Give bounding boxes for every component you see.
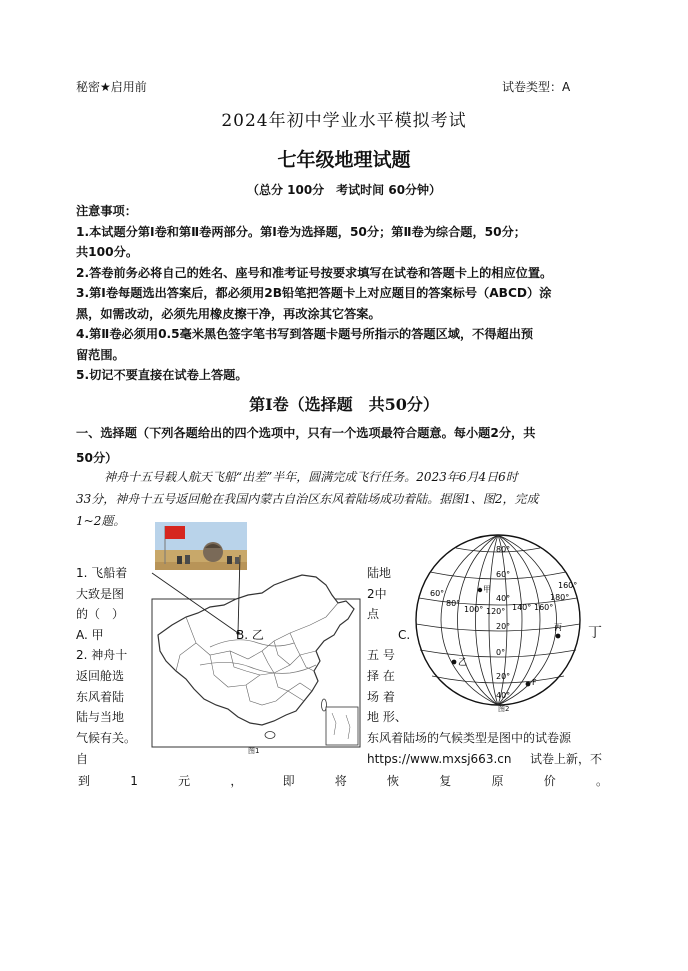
intro-line: 1~2题。 [76,514,126,528]
fig1-caption: 图1 [248,747,260,755]
exam-subject: 七年级地理试题 [277,149,411,171]
note-line: 3.第Ⅰ卷每题选出答案后，都必须用2B铅笔把答题卡上对应题目的答案标号（ABCD）涂 [76,286,552,300]
q2-text: 东风着陆 [76,690,125,704]
lat-label: 80° [496,545,511,554]
point-label-bing: 丙 [554,623,562,632]
lon-label: 180° [550,593,570,602]
q1-text: 陆地 [367,566,392,580]
lat-label: 40° [496,691,511,700]
note-line: 4.第Ⅱ卷必须用0.5毫米黑色签字笔书写到答题卡题号所指示的答题区域，不得超出预 [76,327,534,341]
lon-label: 120° [486,607,506,616]
lon-label: 60° [430,589,445,598]
q2-text: 场 着 [367,690,395,704]
globe-figure [410,530,586,720]
q1-option-a: A. 甲 [76,628,104,642]
note-line: 2.答卷前务必将自己的姓名、座号和准考证号按要求填写在试卷和答题卡上的相应位置。 [76,265,553,280]
notes-block [76,201,636,386]
q2-text: 五 号 [367,648,395,662]
lon-label: 160° [534,603,554,612]
exam-meta: （总分 100分 考试时间 60分钟） [246,183,442,197]
section-instruction-cont: 50分） [76,451,118,465]
note-line: 5.切记不要直接在试卷上答题。 [76,368,248,382]
section-instruction: 一、选择题（下列各题给出的四个选项中，只有一个选项最符合题意。每小题2分，共 [76,426,536,440]
confidential-mark: 秘密★启用前 [76,80,147,94]
point-label-yi: 乙 [458,658,468,668]
q2-text: 自 [76,752,89,766]
lon-label: 100° [464,605,484,614]
lat-label: 0° [496,648,506,657]
lon-label: 80° [446,599,461,608]
lat-label: 20° [496,672,511,681]
note-line: 共100分。 [76,245,139,259]
point-yi [452,660,457,665]
lon-label: 160° [558,581,578,590]
q1-text: 点 [367,607,380,621]
notes-heading: 注意事项： [76,204,137,218]
intro-line: 33分，神舟十五号返回舱在我国内蒙古自治区东风着陆场成功着陆。据图1、图2，完成 [76,492,539,506]
watermark-url: https://www.mxsj663.cn [367,752,512,766]
note-line: 黑，如需改动，必须先用橡皮擦干净，再改涂其它答案。 [76,306,381,321]
q1-option-c: C. [398,628,411,642]
china-map-figure [150,555,362,755]
q1-text: 大致是图 [76,587,125,601]
intro-line: 神舟十五号载人航天飞船“出差”半年，圆满完成飞行任务。2023年6月4日6时 [104,470,518,484]
q1-text: 1. 飞船着 [76,566,128,580]
q1-text: 2中 [367,587,387,601]
q2-text: 陆与当地 [76,710,125,724]
note-line: 留范围。 [76,347,125,362]
spread-line: 到 1 元 ， 即 将 恢 复 原 价 。 [78,774,608,788]
q2-text: 地 形、 [367,710,407,724]
q2-text: 东风着陆场的气候类型是图中的试卷源 [367,731,572,745]
svg-text:F: F [532,678,537,687]
point-bing [556,634,561,639]
q2-text: 择 在 [367,669,395,683]
point-jia [478,588,482,592]
lon-label: 140° [512,603,532,612]
point-ding [526,682,531,687]
part1-title: 第Ⅰ卷（选择题 共50分） [249,395,439,414]
q2-text: 返回舱选 [76,669,125,683]
fig2-caption: 图2 [498,705,510,713]
q2-text: 2. 神舟十 [76,648,128,662]
note-line: 1.本试题分第Ⅰ卷和第Ⅱ卷两部分。第Ⅰ卷为选择题，50分；第Ⅱ卷为综合题，50分； [76,224,526,239]
paper-type: 试卷类型：A [502,80,571,94]
lat-label: 60° [496,570,511,579]
exam-title: 2024年初中学业水平模拟考试 [221,111,467,131]
q1-text: 的（ ） [76,607,125,621]
q1-option-b: B. 乙 [236,628,264,642]
q1-option-d: 丁 [588,625,602,641]
point-label-jia: 甲 [483,585,491,594]
q2-text: 气候有关。 [76,731,137,745]
q2-text: 试卷上新，不 [530,752,603,766]
lat-label: 20° [496,622,511,631]
lat-label: 40° [496,594,511,603]
